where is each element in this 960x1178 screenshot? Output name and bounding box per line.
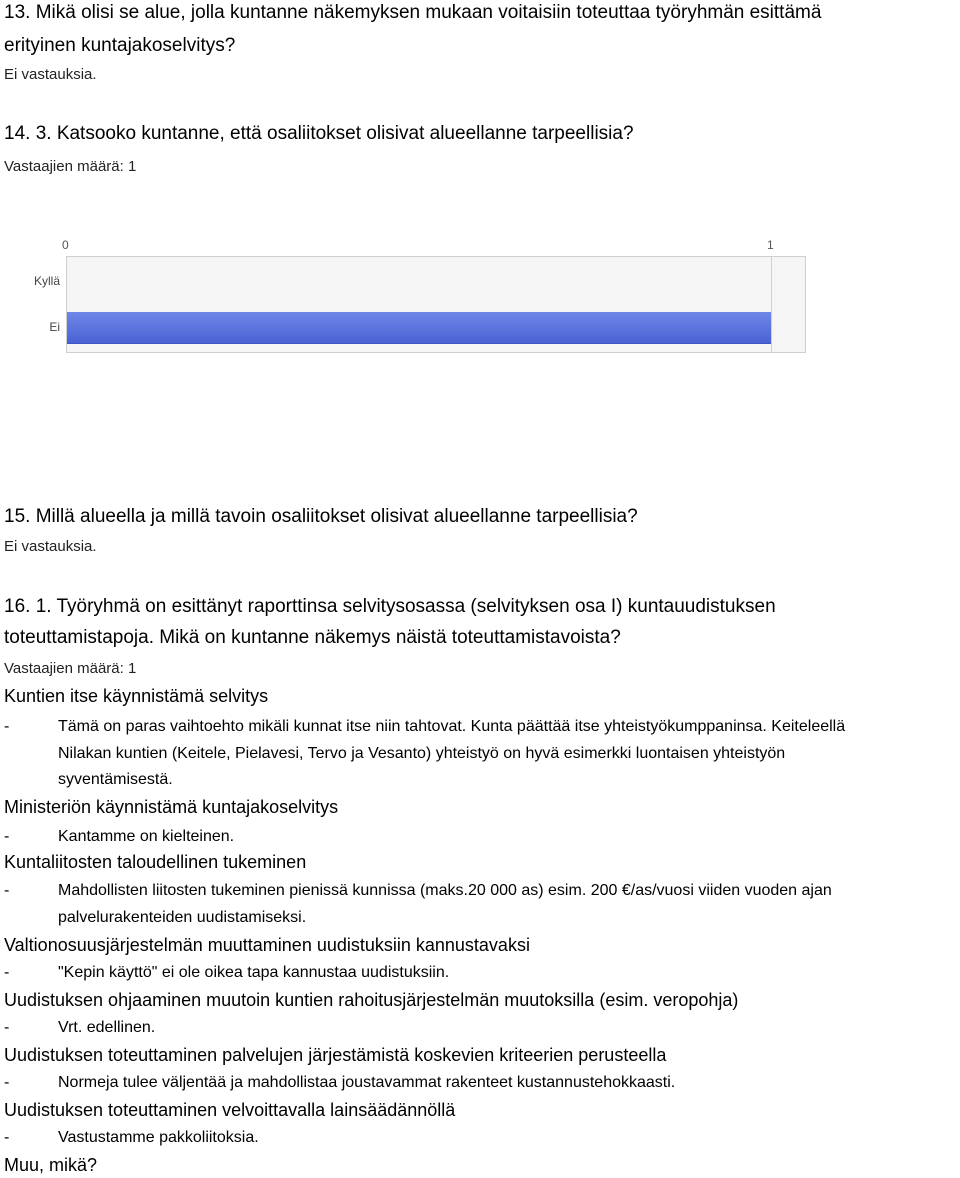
- category-label-kylla: Kyllä: [33, 274, 60, 288]
- answer-line: Normeja tulee väljentää ja mahdollistaa joustavammat rakenteet kustannustehokkaasti.: [58, 1074, 676, 1091]
- question-14-title: 14. 3. Katsooko kuntanne, että osaliitokset olisivat alueellanne tarpeellisia?: [4, 123, 634, 144]
- bullet-dash: -: [4, 718, 10, 735]
- answer-line: Vrt. edellinen.: [58, 1019, 156, 1036]
- bullet-dash: -: [4, 1074, 10, 1091]
- bullet-dash: -: [4, 1019, 10, 1036]
- section-heading: Uudistuksen ohjaaminen muutoin kuntien rahoitusjärjestelmän muutoksilla (esim. veropohja): [4, 990, 739, 1010]
- section-heading: Kuntaliitosten taloudellinen tukeminen: [4, 852, 307, 872]
- section-heading: Uudistuksen toteuttaminen velvoittavalla lainsäädännöllä: [4, 1100, 456, 1120]
- answer-line: Vastustamme pakkoliitoksia.: [58, 1129, 259, 1146]
- bullet-dash: -: [4, 964, 10, 981]
- x-tick-1: 1: [767, 238, 774, 252]
- section-heading: Ministeriön käynnistämä kuntajakoselvitys: [4, 797, 339, 817]
- answer-line: Tämä on paras vaihtoehto mikäli kunnat itse niin tahtovat. Kunta päättää itse yhteistyökumppaninsa. Keiteleellä: [58, 718, 846, 735]
- question-15-title: 15. Millä alueella ja millä tavoin osaliitokset olisivat alueellanne tarpeellisia?: [4, 506, 638, 527]
- question-14-respondents: Vastaajien määrä: 1: [4, 158, 137, 175]
- answer-line: Kantamme on kielteinen.: [58, 828, 235, 845]
- bullet-dash: -: [4, 828, 10, 845]
- answer-line: palvelurakenteiden uudistamiseksi.: [58, 909, 307, 926]
- bullet-dash: -: [4, 882, 10, 899]
- question-13-line2: erityinen kuntajakoselvitys?: [4, 35, 236, 56]
- question-13-no-answers: Ei vastauksia.: [4, 66, 97, 83]
- question-15-no-answers: Ei vastauksia.: [4, 538, 97, 555]
- answer-line: "Kepin käyttö" ei ole oikea tapa kannustaa uudistuksiin.: [58, 964, 450, 981]
- question-13-line1: 13. Mikä olisi se alue, jolla kuntanne näkemyksen mukaan voitaisiin toteuttaa työryhmän esittämä: [4, 2, 822, 23]
- section-heading: Kuntien itse käynnistämä selvitys: [4, 686, 269, 706]
- answer-line: Mahdollisten liitosten tukeminen pienissä kunnissa (maks.20 000 as) esim. 200 €/as/vuosi viiden vuoden ajan: [58, 882, 832, 899]
- bar-ei: [67, 312, 771, 344]
- category-label-ei: Ei: [49, 320, 60, 334]
- bullet-dash: -: [4, 1129, 10, 1146]
- gridline-1: [771, 257, 772, 352]
- section-heading: Uudistuksen toteuttaminen palvelujen järjestämistä koskevien kriteerien perusteella: [4, 1045, 667, 1065]
- question-16-respondents: Vastaajien määrä: 1: [4, 660, 137, 677]
- question-16-line2: toteuttamistapoja. Mikä on kuntanne näkemys näistä toteuttamistavoista?: [4, 627, 621, 648]
- x-tick-0: 0: [62, 238, 69, 252]
- question-16-line1: 16. 1. Työryhmä on esittänyt raporttinsa selvitysosassa (selvityksen osa I) kuntauudistuksen: [4, 596, 776, 617]
- section-heading: Valtionosuusjärjestelmän muuttaminen uudistuksiin kannustavaksi: [4, 935, 530, 955]
- answer-line: Nilakan kuntien (Keitele, Pielavesi, Tervo ja Vesanto) yhteistyö on hyvä esimerkki luontaisen yhteistyön: [58, 745, 786, 762]
- last-heading: Muu, mikä?: [4, 1155, 98, 1175]
- answer-line: syventämisestä.: [58, 771, 173, 788]
